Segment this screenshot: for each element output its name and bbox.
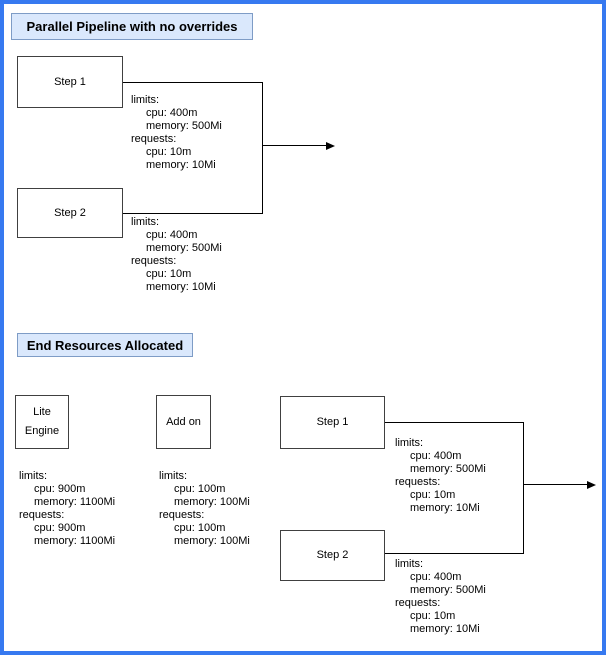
connector-step1-bottom <box>385 422 523 423</box>
resource-line: cpu: 10m <box>410 610 456 622</box>
resource-line: cpu: 900m <box>34 483 86 495</box>
resource-line: limits: <box>131 94 160 106</box>
resource-line: memory: 100Mi <box>174 535 250 547</box>
resource-line: cpu: 100m <box>174 522 226 534</box>
arrowhead-top <box>326 142 335 150</box>
resource-line: memory: 500Mi <box>410 463 486 475</box>
resource-line: cpu: 10m <box>410 489 456 501</box>
resource-line: requests: <box>395 476 441 488</box>
resource-line: cpu: 400m <box>410 571 462 583</box>
resource-line: cpu: 100m <box>174 483 226 495</box>
resource-line: limits: <box>395 437 424 449</box>
connector-step2-top <box>123 213 262 214</box>
resources-add-on <box>159 470 250 548</box>
node-step1-top <box>17 56 123 108</box>
node-step2-bottom <box>280 530 385 581</box>
section-title-parallel-pipeline: Parallel Pipeline with no overrides <box>11 13 253 40</box>
connector-output-bottom <box>524 484 587 485</box>
resources-step2-bottom <box>395 558 486 636</box>
node-label: Lite Engine <box>24 406 60 437</box>
node-step2-top <box>17 188 123 238</box>
section-title-end-resources: End Resources Allocated <box>17 333 193 357</box>
resource-line: cpu: 10m <box>146 146 192 158</box>
connector-step1-top <box>123 82 262 83</box>
resource-line: cpu: 900m <box>34 522 86 534</box>
resource-line: limits: <box>159 470 188 482</box>
resource-line: limits: <box>395 558 424 570</box>
resource-line: memory: 1100Mi <box>34 535 116 547</box>
resources-step2-top <box>131 216 222 294</box>
resource-line: limits: <box>131 216 160 228</box>
resource-line: memory: 10Mi <box>146 281 216 293</box>
resources-step1-bottom <box>395 437 486 515</box>
resource-line: requests: <box>159 509 205 521</box>
resource-line: requests: <box>395 597 441 609</box>
resource-line: cpu: 10m <box>146 268 192 280</box>
resource-line: requests: <box>131 255 177 267</box>
resource-line: memory: 500Mi <box>146 120 222 132</box>
resources-step1-top <box>131 94 222 172</box>
resource-line: memory: 10Mi <box>410 623 480 635</box>
connector-merge-bottom <box>523 422 524 554</box>
resource-line: cpu: 400m <box>146 229 198 241</box>
resource-line: memory: 500Mi <box>410 584 486 596</box>
resource-line: cpu: 400m <box>410 450 462 462</box>
connector-output-top <box>263 145 326 146</box>
resource-line: cpu: 400m <box>146 107 198 119</box>
resource-line: memory: 10Mi <box>146 159 216 171</box>
node-label: Step 1 <box>54 75 86 88</box>
arrowhead-bottom <box>587 481 596 489</box>
node-label: Add on <box>166 415 201 428</box>
node-step1-bottom <box>280 396 385 449</box>
resource-line: memory: 1100Mi <box>34 496 116 508</box>
resource-line: requests: <box>131 133 177 145</box>
resource-line: memory: 500Mi <box>146 242 222 254</box>
node-label: Step 1 <box>316 416 349 429</box>
node-lite-engine <box>15 395 69 449</box>
node-add-on <box>156 395 211 449</box>
resource-line: memory: 10Mi <box>410 502 480 514</box>
resource-line: requests: <box>19 509 65 521</box>
node-label: Step 2 <box>54 206 86 219</box>
resource-line: memory: 100Mi <box>174 496 250 508</box>
connector-merge-top <box>262 82 263 214</box>
resources-lite-engine <box>19 470 115 548</box>
connector-step2-bottom <box>385 553 523 554</box>
node-label: Step 2 <box>316 549 349 562</box>
resource-line: limits: <box>19 470 48 482</box>
